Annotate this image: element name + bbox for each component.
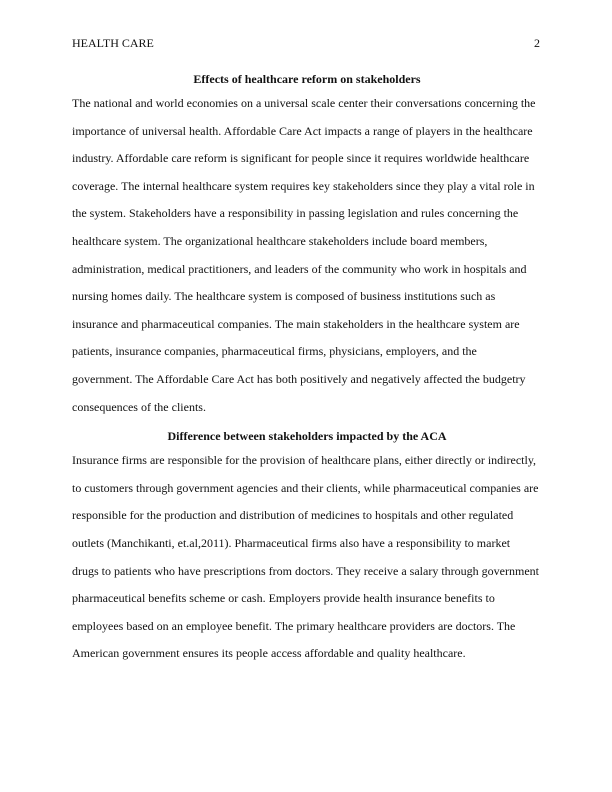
text-line: to customers through government agencies and their clients, while pharmaceutical companies are	[72, 480, 539, 495]
running-head: HEALTH CARE	[72, 36, 154, 50]
paragraph	[72, 447, 542, 668]
text-line: Insurance firms are responsible for the provision of healthcare plans, either directly or indirectly,	[72, 453, 537, 468]
paragraph	[72, 90, 542, 421]
text-line: importance of universal health. Affordable Care Act impacts a range of players in the healthcare	[72, 123, 533, 138]
text-line: administration, medical practitioners, and leaders of the community who work in hospitals and	[72, 261, 527, 276]
section-effects-of-reform	[72, 68, 542, 421]
text-line: coverage. The internal healthcare system requires key stakeholders since they play a vital role in	[72, 178, 535, 193]
text-line: The national and world economies on a universal scale center their conversations concerning the	[72, 96, 536, 110]
section-heading: Effects of healthcare reform on stakeholders	[193, 72, 421, 86]
text-line: patients, insurance companies, pharmaceutical firms, physicians, employers, and the	[72, 344, 477, 359]
text-line: insurance and pharmaceutical companies. The main stakeholders in the healthcare system are	[72, 316, 520, 331]
text-line: nursing homes daily. The healthcare system is composed of business institutions such as	[72, 289, 496, 304]
text-line: American government ensures its people access affordable and quality healthcare.	[72, 646, 466, 661]
page-header	[72, 36, 540, 52]
text-line: outlets (Manchikanti, et.al,2011). Pharmaceutical firms also have a responsibility to market	[72, 535, 511, 550]
text-line: consequences of the clients.	[72, 399, 206, 414]
section-stakeholder-differences	[72, 425, 542, 668]
page-number: 2	[534, 36, 540, 50]
text-line: the system. Stakeholders have a responsibility in passing legislation and rules concerning the	[72, 206, 519, 221]
text-line: pharmaceutical benefits scheme or cash. Employers provide health insurance benefits to	[72, 591, 495, 606]
text-line: responsible for the production and distribution of medicines to hospitals and other regulated	[72, 508, 514, 523]
section-heading: Difference between stakeholders impacted by the ACA	[167, 429, 447, 444]
text-line: drugs to patients who have prescriptions from doctors. They receive a salary through government	[72, 563, 539, 578]
text-line: government. The Affordable Care Act has both positively and negatively affected the budgetry	[72, 371, 526, 386]
text-line: employees based on an employee benefit. The primary healthcare providers are doctors. The	[72, 618, 516, 633]
text-line: industry. Affordable care reform is significant for people since it requires worldwide healthcare	[72, 151, 530, 166]
text-line: healthcare system. The organizational healthcare stakeholders include board members,	[72, 233, 488, 248]
document-body	[72, 68, 542, 668]
